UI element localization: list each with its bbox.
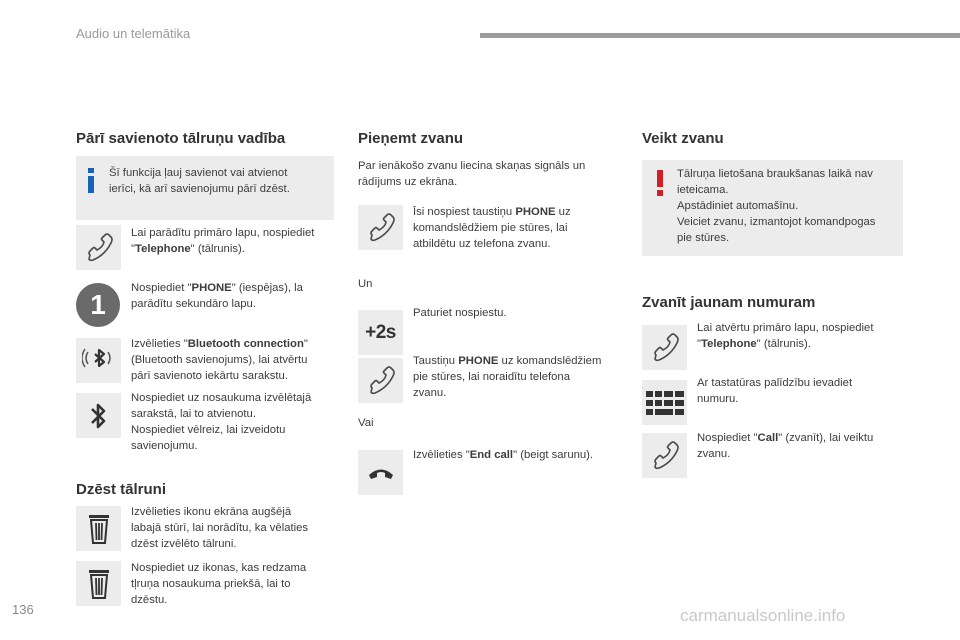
phone-icon [358, 358, 403, 403]
step-short-press-phone: Īsi nospiest taustiņu PHONE uz komandslēdžiem pie stūres, lai atbildētu uz telefona zvanu. [413, 206, 571, 250]
warning-box [642, 160, 903, 256]
info-box [76, 156, 334, 220]
phone-icon [358, 205, 403, 250]
step-number-badge: 1 [76, 283, 120, 327]
step-open-telephone: Lai parādītu primāro lapu, nospiediet "Telephone" (tālrunis). [131, 227, 315, 255]
trash-icon [76, 506, 121, 551]
step-end-call: Izvēlieties "End call" (beigt sarunu). [413, 449, 594, 461]
end-call-icon [358, 450, 403, 495]
step-connect-disconnect: Nospiediet uz nosaukuma izvēlētajā sarakstā, lai to atvienotu. Nospiediet vēlreiz, lai izveidotu savienojumu. [131, 392, 312, 452]
incoming-call-intro: Par ienākošo zvanu liecina skaņas signāls un rādījums uz ekrāna. [358, 160, 586, 188]
connector-un: Un [358, 278, 373, 290]
section-title-delete-phone: Dzēst tālruni [76, 481, 167, 498]
phone-icon [76, 225, 121, 270]
step-press-phone: Nospiediet "PHONE" (iespējas), la parādītu sekundāro lapu. [131, 282, 303, 310]
step-press-delete-icon: Nospiediet uz ikonas, kas redzama tļruņa nosaukuma priekšā, lai to dzēstu. [131, 562, 307, 606]
step-reject-call: Taustiņu PHONE uz komandslēdžiem pie stūres, lai noraidītu telefona zvanu. [413, 355, 602, 399]
keypad-icon [642, 380, 687, 425]
hold-2s-icon: +2s [358, 310, 403, 355]
info-icon [86, 168, 96, 199]
header-title: Audio un telemātika [76, 26, 191, 41]
step-press-call: Nospiediet "Call" (zvanīt), lai veiktu zvanu. [697, 432, 874, 460]
connector-vai: Vai [358, 417, 374, 429]
step-select-delete-icon: Izvēlieties ikonu ekrāna augšējā labajā stūrī, lai norādītu, ka vēlaties dzēst izvēlēto tālruni. [131, 506, 309, 550]
bluetooth-connection-icon [76, 338, 121, 383]
warning-icon [656, 170, 664, 201]
trash-icon [76, 561, 121, 606]
step-open-telephone-new: Lai atvērtu primāro lapu, nospiediet "Telephone" (tālrunis). [697, 322, 874, 350]
phone-icon [642, 433, 687, 478]
step-enter-number: Ar tastatūras palīdzību ievadiet numuru. [697, 377, 853, 405]
watermark: carmanualsonline.info [680, 606, 846, 625]
bluetooth-icon [76, 393, 121, 438]
section-title-call-new-number: Zvanīt jaunam numuram [642, 294, 816, 311]
warning-text: Tālruņa lietošana braukšanas laikā nav ieteicama. Apstādiniet automašīnu. Veiciet zvanu, izmantojot komandpogas pie stūres. [677, 168, 876, 244]
header-bar [480, 33, 960, 38]
section-title-make-call: Veikt zvanu [642, 130, 724, 147]
step-hold: Paturiet nospiestu. [413, 307, 507, 319]
page-number: 136 [12, 602, 34, 617]
section-title-answer-call: Pieņemt zvanu [358, 130, 464, 147]
step-bluetooth-connection: Izvēlieties "Bluetooth connection" (Bluetooth savienojums), lai atvērtu pārī savienoto iekārtu sarakstu. [131, 338, 308, 382]
phone-icon [642, 325, 687, 370]
section-title-paired-phones: Pārī savienoto tālruņu vadība [76, 130, 286, 147]
info-text: Šī funkcija ļauj savienot vai atvienot ierīci, kā arī savienojumu pārī dzēst. [109, 167, 290, 195]
